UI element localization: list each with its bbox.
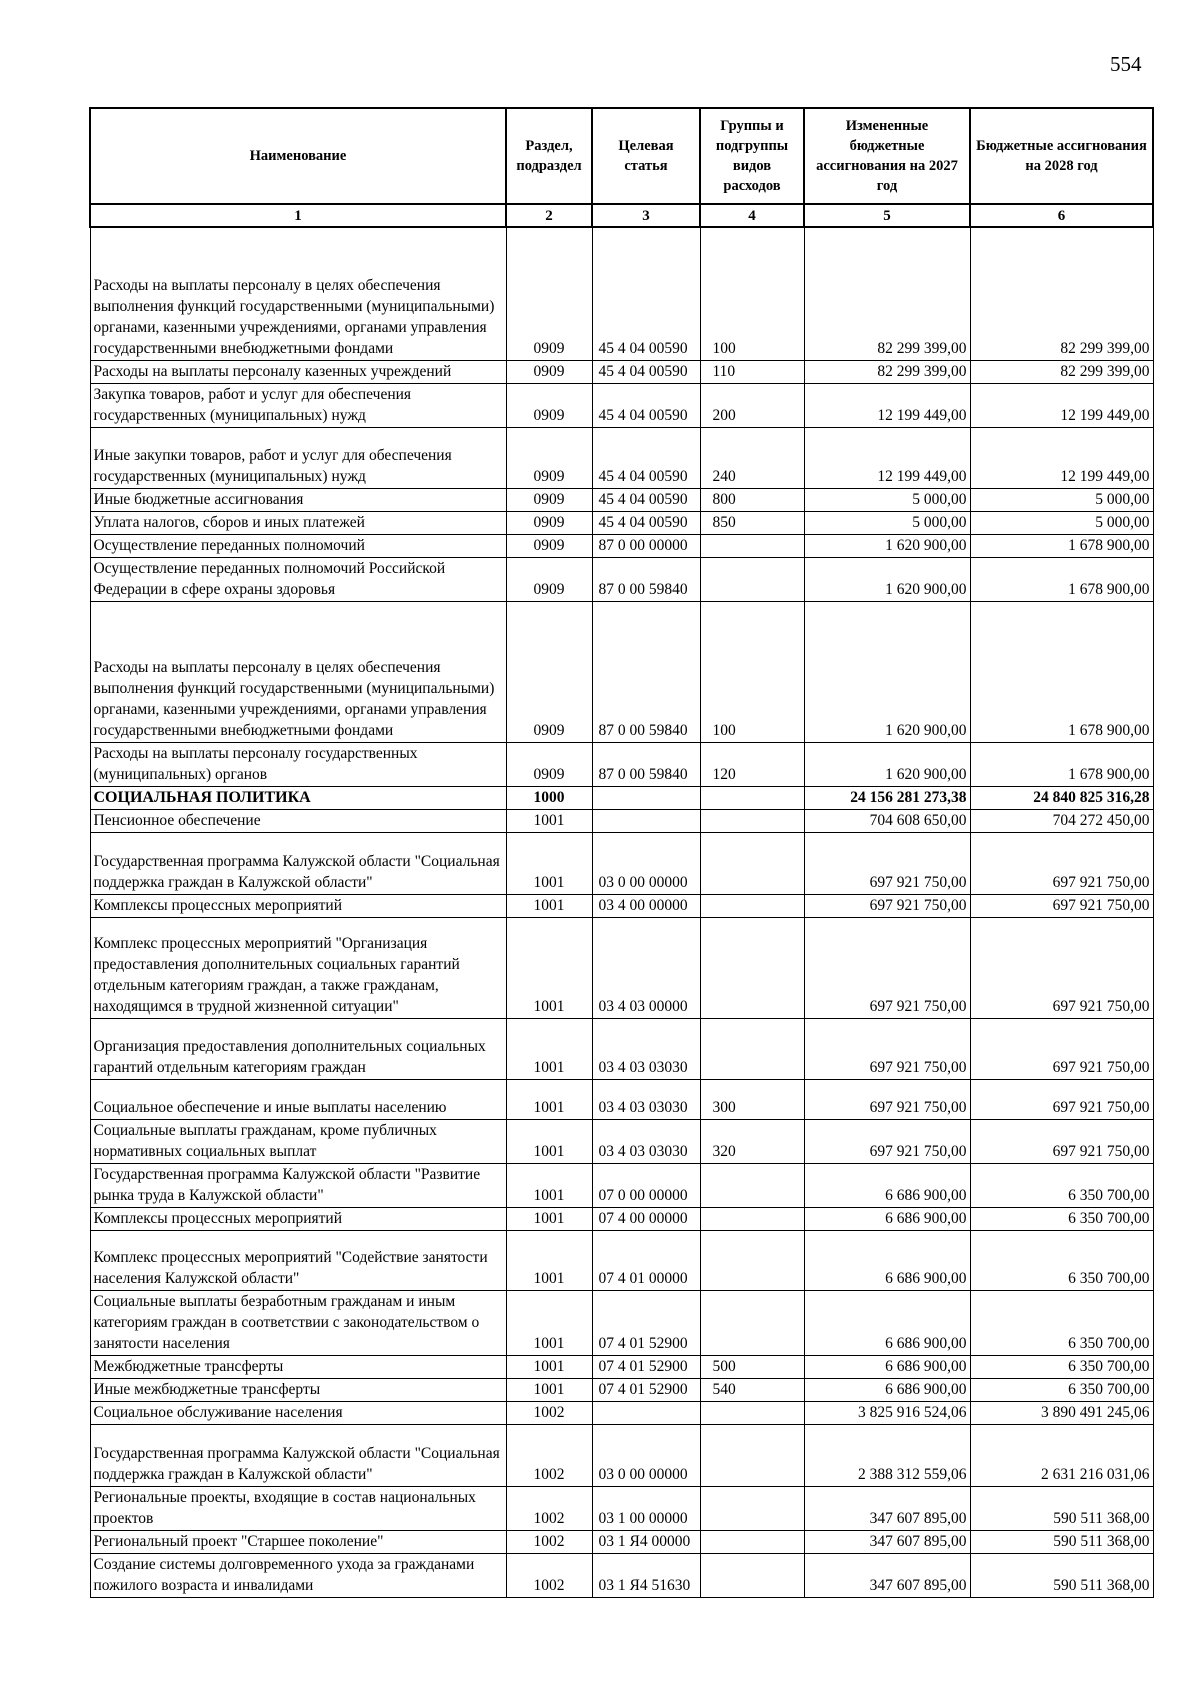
budget-table bbox=[89, 107, 1154, 1598]
cell-amount-2027: 82 299 399,00 bbox=[804, 227, 970, 360]
cell-amount-2028: 12 199 449,00 bbox=[970, 383, 1153, 427]
cell-name: Социальные выплаты безработным гражданам и иным категориям граждан в соответствии с законодательством о занятости населения bbox=[90, 1290, 506, 1355]
cell-name: Уплата налогов, сборов и иных платежей bbox=[90, 511, 506, 534]
cell-section: 0909 bbox=[506, 360, 592, 383]
cell-expense-group bbox=[700, 894, 804, 917]
cell-amount-2028: 1 678 900,00 bbox=[970, 601, 1153, 742]
col-num-3: 3 bbox=[592, 204, 700, 227]
cell-expense-group bbox=[700, 786, 804, 809]
col-header-group: Группы и подгруппы видов расходов bbox=[700, 108, 804, 204]
cell-amount-2027: 347 607 895,00 bbox=[804, 1530, 970, 1553]
cell-name: Социальное обслуживание населения bbox=[90, 1401, 506, 1424]
table-row bbox=[90, 1163, 1153, 1207]
cell-expense-group bbox=[700, 917, 804, 1018]
cell-section: 1002 bbox=[506, 1486, 592, 1530]
cell-target-article: 45 4 04 00590 bbox=[592, 383, 700, 427]
cell-amount-2027: 697 921 750,00 bbox=[804, 1079, 970, 1119]
cell-amount-2027: 24 156 281 273,38 bbox=[804, 786, 970, 809]
cell-expense-group: 320 bbox=[700, 1119, 804, 1163]
cell-name: Пенсионное обеспечение bbox=[90, 809, 506, 832]
cell-expense-group: 200 bbox=[700, 383, 804, 427]
cell-amount-2027: 1 620 900,00 bbox=[804, 557, 970, 601]
cell-amount-2027: 5 000,00 bbox=[804, 511, 970, 534]
table-row bbox=[90, 1355, 1153, 1378]
cell-amount-2028: 704 272 450,00 bbox=[970, 809, 1153, 832]
cell-target-article: 07 4 00 00000 bbox=[592, 1207, 700, 1230]
cell-expense-group bbox=[700, 1486, 804, 1530]
cell-amount-2028: 1 678 900,00 bbox=[970, 534, 1153, 557]
cell-section: 1002 bbox=[506, 1401, 592, 1424]
cell-amount-2028: 6 350 700,00 bbox=[970, 1290, 1153, 1355]
cell-target-article: 45 4 04 00590 bbox=[592, 511, 700, 534]
col-header-section: Раздел, подраздел bbox=[506, 108, 592, 204]
cell-expense-group: 100 bbox=[700, 227, 804, 360]
cell-target-article: 03 1 Я4 00000 bbox=[592, 1530, 700, 1553]
cell-name: Государственная программа Калужской области "Развитие рынка труда в Калужской области" bbox=[90, 1163, 506, 1207]
table-row bbox=[90, 534, 1153, 557]
page-number: 554 bbox=[1110, 52, 1142, 76]
cell-target-article: 07 4 01 52900 bbox=[592, 1290, 700, 1355]
cell-target-article bbox=[592, 1401, 700, 1424]
cell-name: Комплекс процессных мероприятий "Содействие занятости населения Калужской области" bbox=[90, 1230, 506, 1290]
cell-name: Иные межбюджетные трансферты bbox=[90, 1378, 506, 1401]
cell-amount-2028: 5 000,00 bbox=[970, 488, 1153, 511]
table-row bbox=[90, 383, 1153, 427]
cell-expense-group: 800 bbox=[700, 488, 804, 511]
table-row bbox=[90, 488, 1153, 511]
table-row bbox=[90, 1486, 1153, 1530]
cell-expense-group bbox=[700, 1163, 804, 1207]
cell-amount-2028: 590 511 368,00 bbox=[970, 1530, 1153, 1553]
table-row bbox=[90, 742, 1153, 786]
cell-name: Закупка товаров, работ и услуг для обеспечения государственных (муниципальных) нужд bbox=[90, 383, 506, 427]
cell-name: СОЦИАЛЬНАЯ ПОЛИТИКА bbox=[90, 786, 506, 809]
table-row bbox=[90, 1553, 1153, 1597]
cell-section: 1001 bbox=[506, 1207, 592, 1230]
cell-target-article: 45 4 04 00590 bbox=[592, 488, 700, 511]
cell-name: Расходы на выплаты персоналу в целях обеспечения выполнения функций государственными (муниципальными) органами, казенными учреждениями, органами управления государственными внебюджетными фондами bbox=[90, 601, 506, 742]
cell-expense-group bbox=[700, 1290, 804, 1355]
cell-target-article: 87 0 00 00000 bbox=[592, 534, 700, 557]
cell-amount-2027: 3 825 916 524,06 bbox=[804, 1401, 970, 1424]
cell-amount-2027: 12 199 449,00 bbox=[804, 427, 970, 488]
cell-section: 1002 bbox=[506, 1553, 592, 1597]
cell-amount-2028: 697 921 750,00 bbox=[970, 1079, 1153, 1119]
col-header-2028: Бюджетные ассигнования на 2028 год bbox=[970, 108, 1153, 204]
cell-expense-group: 240 bbox=[700, 427, 804, 488]
table-row bbox=[90, 557, 1153, 601]
header-row bbox=[90, 108, 1153, 204]
cell-amount-2028: 590 511 368,00 bbox=[970, 1486, 1153, 1530]
cell-target-article: 03 4 03 00000 bbox=[592, 917, 700, 1018]
cell-amount-2028: 12 199 449,00 bbox=[970, 427, 1153, 488]
cell-name: Иные закупки товаров, работ и услуг для обеспечения государственных (муниципальных) нужд bbox=[90, 427, 506, 488]
cell-name: Межбюджетные трансферты bbox=[90, 1355, 506, 1378]
cell-name: Социальное обеспечение и иные выплаты населению bbox=[90, 1079, 506, 1119]
cell-section: 1001 bbox=[506, 1290, 592, 1355]
cell-amount-2027: 5 000,00 bbox=[804, 488, 970, 511]
cell-name: Государственная программа Калужской области "Социальная поддержка граждан в Калужской области" bbox=[90, 832, 506, 894]
cell-name: Организация предоставления дополнительных социальных гарантий отдельным категориям граждан bbox=[90, 1018, 506, 1079]
cell-amount-2027: 1 620 900,00 bbox=[804, 601, 970, 742]
table-row bbox=[90, 227, 1153, 360]
cell-target-article: 87 0 00 59840 bbox=[592, 601, 700, 742]
cell-amount-2027: 697 921 750,00 bbox=[804, 917, 970, 1018]
cell-amount-2028: 590 511 368,00 bbox=[970, 1553, 1153, 1597]
cell-amount-2027: 1 620 900,00 bbox=[804, 534, 970, 557]
column-number-row bbox=[90, 204, 1153, 227]
cell-amount-2027: 6 686 900,00 bbox=[804, 1290, 970, 1355]
cell-target-article: 07 4 01 52900 bbox=[592, 1378, 700, 1401]
cell-amount-2027: 6 686 900,00 bbox=[804, 1378, 970, 1401]
cell-amount-2027: 347 607 895,00 bbox=[804, 1553, 970, 1597]
cell-name: Региональные проекты, входящие в состав национальных проектов bbox=[90, 1486, 506, 1530]
cell-expense-group bbox=[700, 557, 804, 601]
cell-name: Комплексы процессных мероприятий bbox=[90, 1207, 506, 1230]
table-row bbox=[90, 1401, 1153, 1424]
cell-amount-2028: 6 350 700,00 bbox=[970, 1230, 1153, 1290]
cell-amount-2028: 82 299 399,00 bbox=[970, 360, 1153, 383]
table-row bbox=[90, 1424, 1153, 1486]
cell-expense-group: 850 bbox=[700, 511, 804, 534]
cell-amount-2027: 6 686 900,00 bbox=[804, 1355, 970, 1378]
cell-section: 1001 bbox=[506, 1018, 592, 1079]
table-row bbox=[90, 360, 1153, 383]
cell-expense-group bbox=[700, 832, 804, 894]
table-row bbox=[90, 809, 1153, 832]
cell-target-article: 03 0 00 00000 bbox=[592, 1424, 700, 1486]
cell-amount-2027: 6 686 900,00 bbox=[804, 1230, 970, 1290]
cell-expense-group: 110 bbox=[700, 360, 804, 383]
cell-amount-2027: 697 921 750,00 bbox=[804, 1018, 970, 1079]
cell-amount-2027: 2 388 312 559,06 bbox=[804, 1424, 970, 1486]
table-row bbox=[90, 601, 1153, 742]
cell-amount-2027: 6 686 900,00 bbox=[804, 1207, 970, 1230]
col-num-1: 1 bbox=[90, 204, 506, 227]
cell-section: 1001 bbox=[506, 1163, 592, 1207]
cell-section: 0909 bbox=[506, 427, 592, 488]
cell-amount-2027: 82 299 399,00 bbox=[804, 360, 970, 383]
cell-section: 1002 bbox=[506, 1530, 592, 1553]
cell-section: 1001 bbox=[506, 1119, 592, 1163]
cell-amount-2028: 697 921 750,00 bbox=[970, 917, 1153, 1018]
cell-name: Осуществление переданных полномочий Российской Федерации в сфере охраны здоровья bbox=[90, 557, 506, 601]
table-row bbox=[90, 1378, 1153, 1401]
cell-amount-2028: 697 921 750,00 bbox=[970, 1119, 1153, 1163]
table-row bbox=[90, 1530, 1153, 1553]
cell-amount-2028: 1 678 900,00 bbox=[970, 742, 1153, 786]
cell-name: Региональный проект "Старшее поколение" bbox=[90, 1530, 506, 1553]
cell-section: 0909 bbox=[506, 511, 592, 534]
table-row bbox=[90, 511, 1153, 534]
cell-amount-2027: 6 686 900,00 bbox=[804, 1163, 970, 1207]
col-header-2027: Измененные бюджетные ассигнования на 2027 год bbox=[804, 108, 970, 204]
cell-section: 1001 bbox=[506, 894, 592, 917]
cell-target-article: 87 0 00 59840 bbox=[592, 557, 700, 601]
cell-name: Расходы на выплаты персоналу государственных (муниципальных) органов bbox=[90, 742, 506, 786]
col-header-target: Целевая статья bbox=[592, 108, 700, 204]
cell-section: 0909 bbox=[506, 601, 592, 742]
cell-target-article: 03 4 03 03030 bbox=[592, 1079, 700, 1119]
cell-expense-group bbox=[700, 534, 804, 557]
cell-amount-2027: 1 620 900,00 bbox=[804, 742, 970, 786]
cell-expense-group: 300 bbox=[700, 1079, 804, 1119]
cell-section: 1001 bbox=[506, 832, 592, 894]
table-row bbox=[90, 427, 1153, 488]
cell-expense-group bbox=[700, 1401, 804, 1424]
cell-expense-group: 540 bbox=[700, 1378, 804, 1401]
table-row bbox=[90, 1230, 1153, 1290]
cell-amount-2028: 6 350 700,00 bbox=[970, 1355, 1153, 1378]
cell-target-article: 03 4 00 00000 bbox=[592, 894, 700, 917]
cell-amount-2027: 12 199 449,00 bbox=[804, 383, 970, 427]
cell-name: Осуществление переданных полномочий bbox=[90, 534, 506, 557]
cell-amount-2027: 704 608 650,00 bbox=[804, 809, 970, 832]
table-row bbox=[90, 1079, 1153, 1119]
cell-target-article: 03 0 00 00000 bbox=[592, 832, 700, 894]
col-num-2: 2 bbox=[506, 204, 592, 227]
cell-expense-group bbox=[700, 1530, 804, 1553]
cell-amount-2028: 1 678 900,00 bbox=[970, 557, 1153, 601]
cell-target-article: 07 0 00 00000 bbox=[592, 1163, 700, 1207]
cell-expense-group: 100 bbox=[700, 601, 804, 742]
cell-section: 0909 bbox=[506, 227, 592, 360]
cell-name: Иные бюджетные ассигнования bbox=[90, 488, 506, 511]
cell-target-article: 87 0 00 59840 bbox=[592, 742, 700, 786]
cell-section: 0909 bbox=[506, 557, 592, 601]
cell-name: Расходы на выплаты персоналу казенных учреждений bbox=[90, 360, 506, 383]
table-row bbox=[90, 1119, 1153, 1163]
cell-target-article: 03 1 00 00000 bbox=[592, 1486, 700, 1530]
table-body bbox=[90, 227, 1153, 1597]
cell-expense-group bbox=[700, 809, 804, 832]
table-row bbox=[90, 1290, 1153, 1355]
cell-amount-2028: 6 350 700,00 bbox=[970, 1207, 1153, 1230]
cell-name: Комплексы процессных мероприятий bbox=[90, 894, 506, 917]
cell-amount-2028: 697 921 750,00 bbox=[970, 894, 1153, 917]
cell-amount-2028: 697 921 750,00 bbox=[970, 1018, 1153, 1079]
table-row bbox=[90, 917, 1153, 1018]
cell-target-article: 45 4 04 00590 bbox=[592, 227, 700, 360]
cell-section: 1001 bbox=[506, 1378, 592, 1401]
table-row bbox=[90, 786, 1153, 809]
cell-section: 1001 bbox=[506, 917, 592, 1018]
cell-section: 0909 bbox=[506, 488, 592, 511]
cell-section: 1001 bbox=[506, 1079, 592, 1119]
table-row bbox=[90, 1207, 1153, 1230]
cell-target-article: 03 4 03 03030 bbox=[592, 1119, 700, 1163]
cell-expense-group: 500 bbox=[700, 1355, 804, 1378]
cell-amount-2028: 2 631 216 031,06 bbox=[970, 1424, 1153, 1486]
cell-section: 1001 bbox=[506, 809, 592, 832]
col-num-6: 6 bbox=[970, 204, 1153, 227]
cell-section: 0909 bbox=[506, 742, 592, 786]
cell-amount-2028: 24 840 825 316,28 bbox=[970, 786, 1153, 809]
cell-target-article: 45 4 04 00590 bbox=[592, 427, 700, 488]
cell-amount-2027: 697 921 750,00 bbox=[804, 832, 970, 894]
cell-target-article: 45 4 04 00590 bbox=[592, 360, 700, 383]
cell-amount-2028: 82 299 399,00 bbox=[970, 227, 1153, 360]
cell-section: 1002 bbox=[506, 1424, 592, 1486]
cell-target-article bbox=[592, 809, 700, 832]
cell-target-article: 07 4 01 52900 bbox=[592, 1355, 700, 1378]
cell-amount-2028: 6 350 700,00 bbox=[970, 1378, 1153, 1401]
cell-target-article bbox=[592, 786, 700, 809]
cell-amount-2028: 5 000,00 bbox=[970, 511, 1153, 534]
cell-section: 0909 bbox=[506, 534, 592, 557]
cell-target-article: 03 4 03 03030 bbox=[592, 1018, 700, 1079]
cell-expense-group bbox=[700, 1553, 804, 1597]
cell-name: Создание системы долговременного ухода за гражданами пожилого возраста и инвалидами bbox=[90, 1553, 506, 1597]
table-row bbox=[90, 894, 1153, 917]
cell-name: Комплекс процессных мероприятий "Организация предоставления дополнительных социальных гарантий отдельным категориям граждан, а также гражданам, находящимся в трудной жизненной ситуации" bbox=[90, 917, 506, 1018]
col-num-4: 4 bbox=[700, 204, 804, 227]
cell-amount-2028: 6 350 700,00 bbox=[970, 1163, 1153, 1207]
cell-target-article: 07 4 01 00000 bbox=[592, 1230, 700, 1290]
cell-name: Социальные выплаты гражданам, кроме публичных нормативных социальных выплат bbox=[90, 1119, 506, 1163]
cell-amount-2028: 3 890 491 245,06 bbox=[970, 1401, 1153, 1424]
cell-section: 1001 bbox=[506, 1230, 592, 1290]
cell-amount-2027: 697 921 750,00 bbox=[804, 894, 970, 917]
cell-expense-group bbox=[700, 1230, 804, 1290]
table-row bbox=[90, 1018, 1153, 1079]
cell-name: Расходы на выплаты персоналу в целях обеспечения выполнения функций государственными (муниципальными) органами, казенными учреждениями, органами управления государственными внебюджетными фондами bbox=[90, 227, 506, 360]
cell-section: 1001 bbox=[506, 1355, 592, 1378]
cell-expense-group bbox=[700, 1207, 804, 1230]
cell-section: 0909 bbox=[506, 383, 592, 427]
cell-target-article: 03 1 Я4 51630 bbox=[592, 1553, 700, 1597]
cell-name: Государственная программа Калужской области "Социальная поддержка граждан в Калужской области" bbox=[90, 1424, 506, 1486]
cell-amount-2027: 347 607 895,00 bbox=[804, 1486, 970, 1530]
cell-expense-group: 120 bbox=[700, 742, 804, 786]
cell-amount-2028: 697 921 750,00 bbox=[970, 832, 1153, 894]
cell-amount-2027: 697 921 750,00 bbox=[804, 1119, 970, 1163]
cell-expense-group bbox=[700, 1018, 804, 1079]
col-header-name: Наименование bbox=[90, 108, 506, 204]
table-row bbox=[90, 832, 1153, 894]
cell-expense-group bbox=[700, 1424, 804, 1486]
cell-section: 1000 bbox=[506, 786, 592, 809]
col-num-5: 5 bbox=[804, 204, 970, 227]
